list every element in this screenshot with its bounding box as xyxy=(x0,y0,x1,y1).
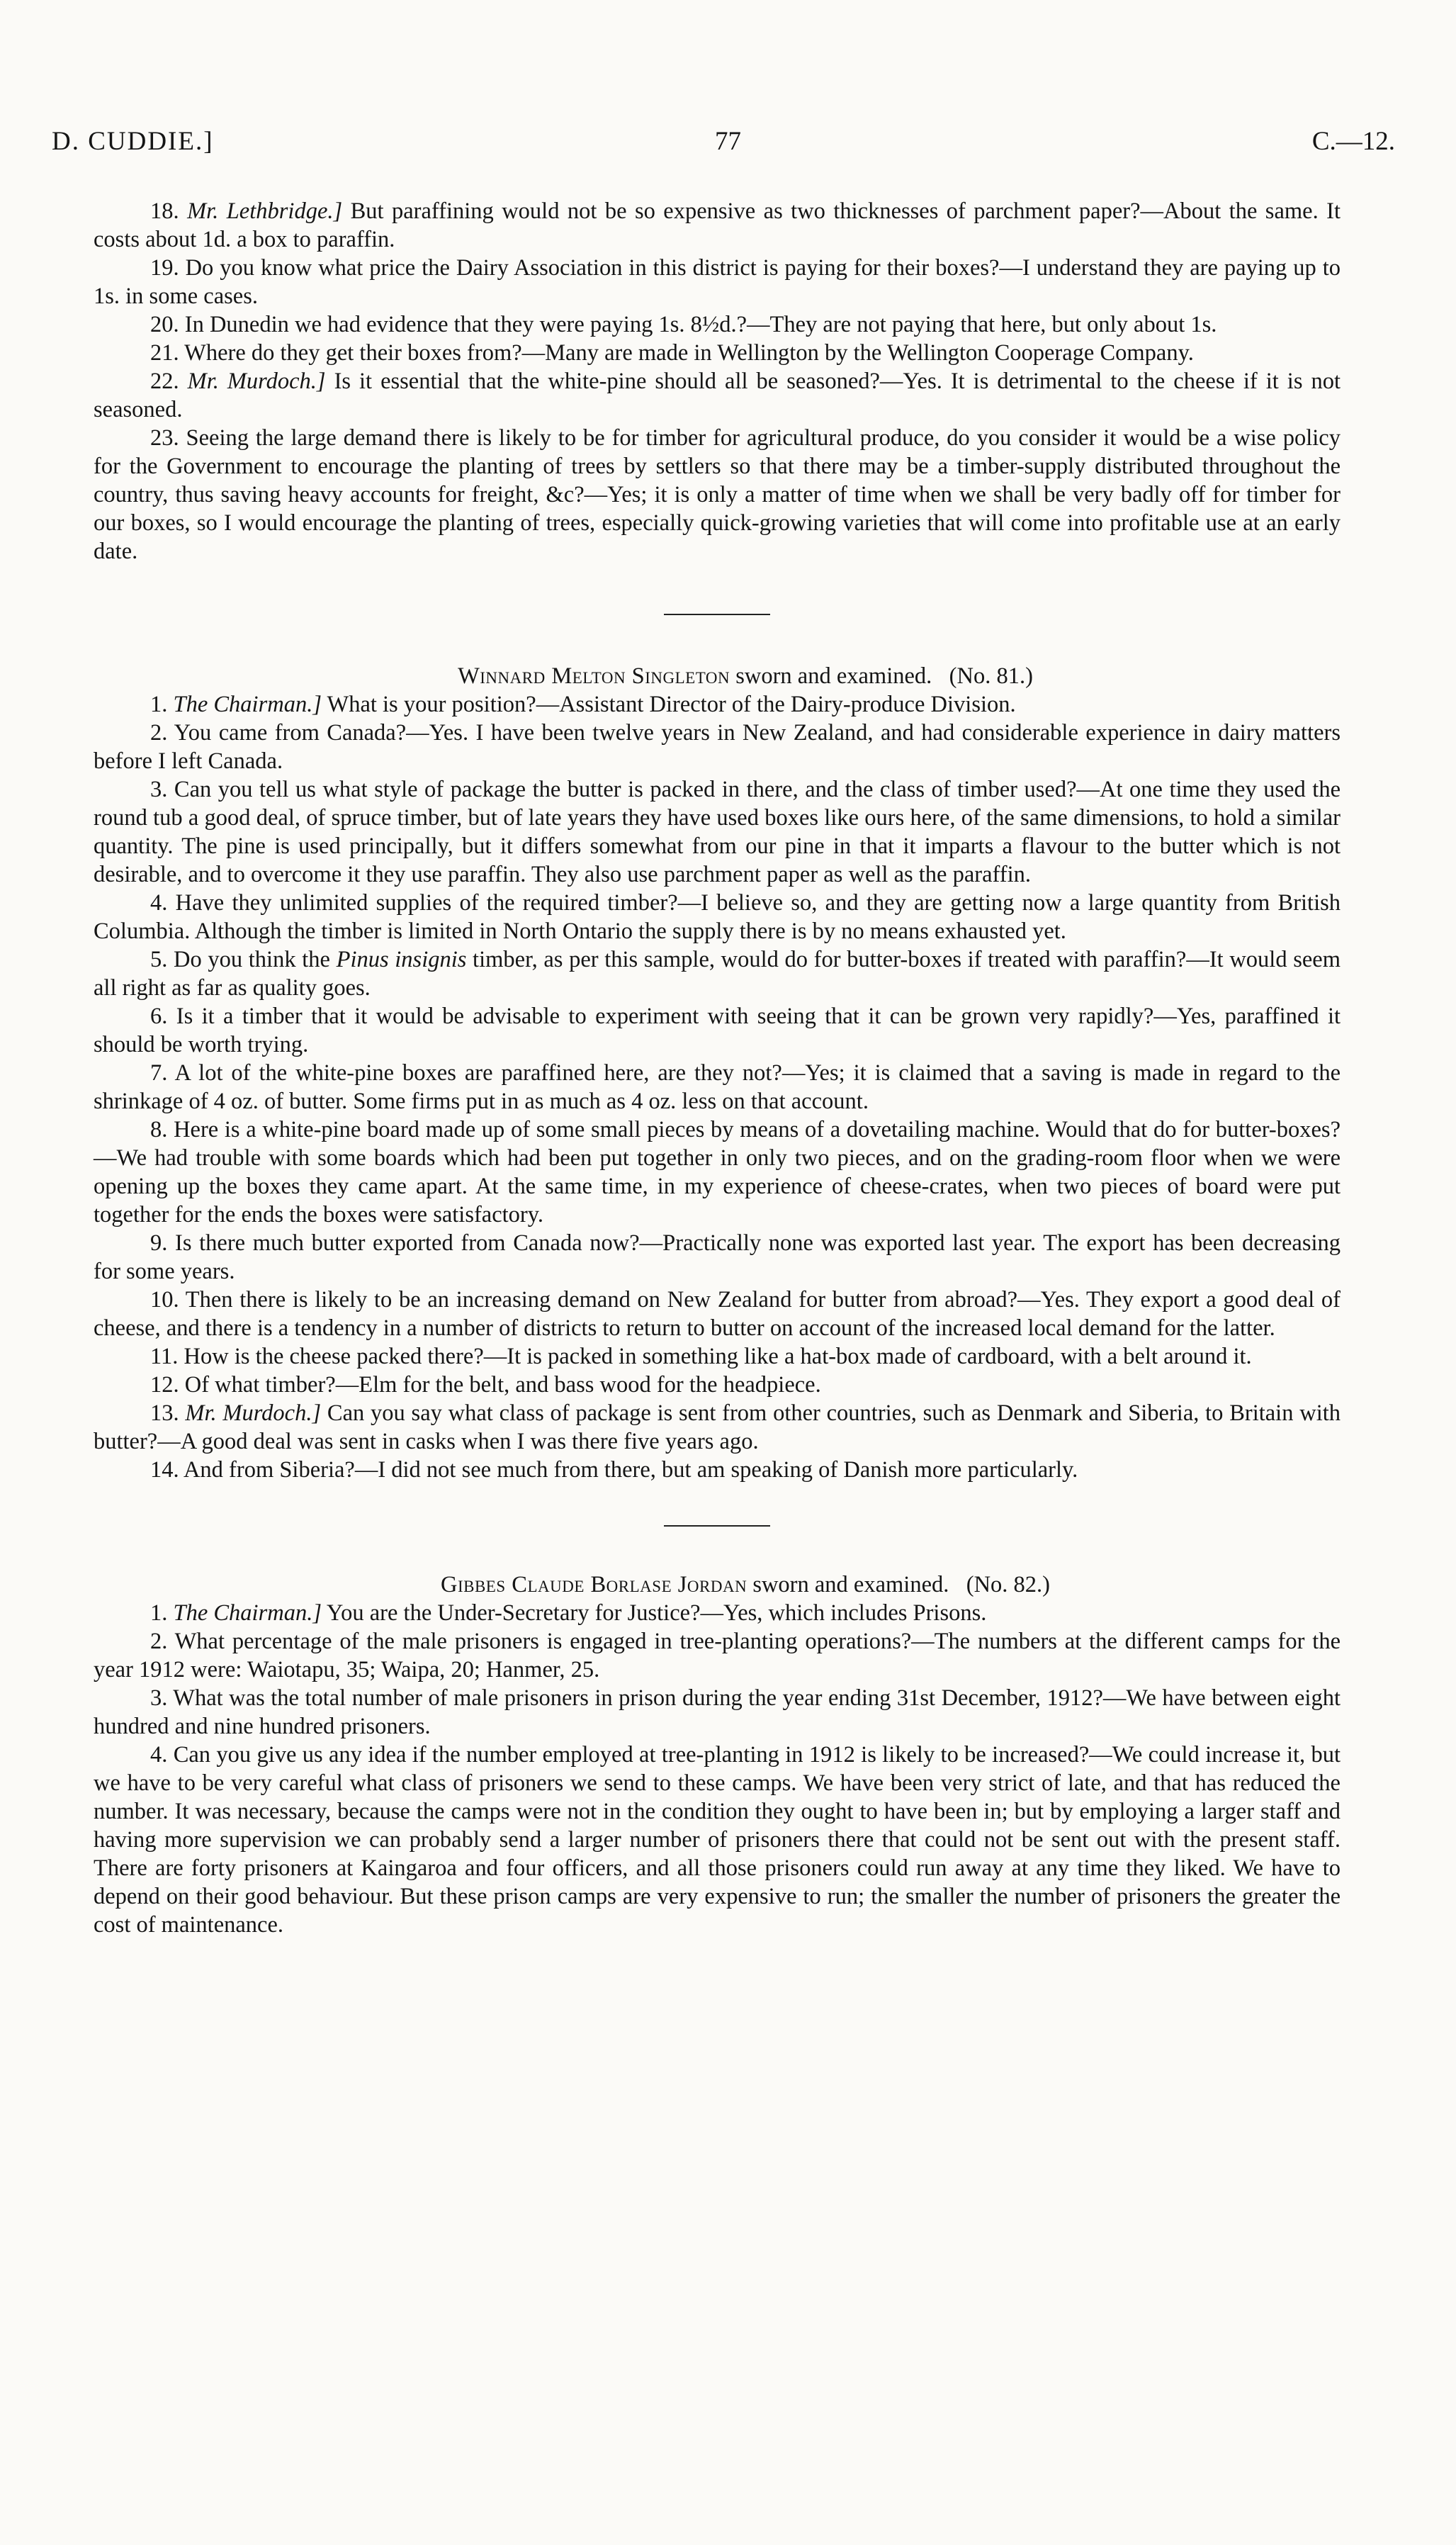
speaker: Mr. Murdoch.] xyxy=(185,1400,322,1426)
speaker: Mr. Murdoch.] xyxy=(187,369,326,394)
question-paragraph: 22. Mr. Murdoch.] Is it essential that the white-pine should all be seasoned?—Yes. It is detrimental to the cheese if it is not seasoned. xyxy=(94,369,1341,422)
speaker: The Chairman.] xyxy=(173,1600,322,1626)
question-paragraph: 3. What was the total number of male prisoners in prison during the year ending 31st December, 1912?—We have between eight hundred and nine hundred prisoners. xyxy=(94,1685,1341,1739)
page-body xyxy=(94,197,1341,1939)
page-number: 77 xyxy=(715,127,741,156)
question-paragraph: 6. Is it a timber that it would be advisable to experiment with seeing that it can be grown very rapidly?—Yes, paraffined it should be worth trying. xyxy=(94,1004,1341,1057)
section-jordan xyxy=(94,1571,1341,1939)
speaker: Mr. Lethbridge.] xyxy=(187,198,343,224)
header-witness-name: D. CUDDIE.] xyxy=(52,127,214,156)
page-header xyxy=(48,126,1408,169)
question-paragraph: 4. Have they unlimited supplies of the required timber?—I believe so, and they are getting now a large quantity from British Columbia. Although the timber is limited in North Ontario the supply there is by no means exhausted yet. xyxy=(94,890,1341,944)
section-singleton xyxy=(94,662,1341,1484)
question-paragraph: 18. Mr. Lethbridge.] But paraffining would not be so expensive as two thicknesses of parchment paper?—About the same. It costs about 1d. a box to paraffin. xyxy=(94,198,1341,252)
question-paragraph: 2. What percentage of the male prisoners is engaged in tree-planting operations?—The numbers at the different camps for the year 1912 were: Waiotapu, 35; Waipa, 20; Hanmer, 25. xyxy=(94,1629,1341,1682)
question-paragraph: 4. Can you give us any idea if the number employed at tree-planting in 1912 is likely to be increased?—We could increase it, but we have to be very careful what class of prisoners we send to these camps. We have been very strict of late, and that has reduced the number. It was necessary, because the camps were not in the condition they ought to have been in; but by employing a larger staff and having more supervision we can probably send a larger number of prisoners there that could not be sent out with the present staff. There are forty prisoners at Kaingaroa and four officers, and all those prisoners could run away at any time they liked. We have to depend on their good behaviour. But these prison camps are very expensive to run; the smaller the number of prisoners the greater the cost of maintenance. xyxy=(94,1742,1341,1938)
witness-name: Gibbes Claude Borlase Jordan xyxy=(440,1572,747,1597)
question-paragraph: 7. A lot of the white-pine boxes are paraffined here, are they not?—Yes; it is claimed that a saving is made in regard to the shrinkage of 4 oz. of butter. Some firms put in as much as 4 oz. less on that account. xyxy=(94,1060,1341,1114)
question-paragraph: 11. How is the cheese packed there?—It is packed in something like a hat-box made of cardboard, with a belt around it. xyxy=(150,1344,1252,1369)
section-divider xyxy=(664,1525,770,1527)
section-divider xyxy=(664,614,770,615)
question-paragraph: 1. The Chairman.] What is your position?—Assistant Director of the Dairy-produce Division. xyxy=(150,692,1016,717)
question-paragraph: 19. Do you know what price the Dairy Association in this district is paying for their boxes?—I understand they are paying up to 1s. in some cases. xyxy=(94,255,1341,309)
speaker: The Chairman.] xyxy=(173,692,322,717)
question-paragraph: 5. Do you think the Pinus insignis timber, as per this sample, would do for butter-boxes if treated with paraffin?—It would seem all right as far as quality goes. xyxy=(94,947,1341,1001)
witness-number: (No. 81.) xyxy=(949,663,1033,689)
question-paragraph: 9. Is there much butter exported from Canada now?—Practically none was exported last year. The export has been decreasing for some years. xyxy=(94,1230,1341,1284)
question-paragraph: 1. The Chairman.] You are the Under-Secretary for Justice?—Yes, which includes Prisons. xyxy=(150,1600,987,1626)
question-paragraph: 13. Mr. Murdoch.] Can you say what class of package is sent from other countries, such as Denmark and Siberia, to Britain with butter?—A good deal was sent in casks when I was there five years ago. xyxy=(94,1400,1341,1454)
question-paragraph: 8. Here is a white-pine board made up of some small pieces by means of a dovetailing machine. Would that do for butter-boxes?—We had trouble with some boards which had been put together in only two pieces, and on the grading-room floor when we were opening up the boxes they came apart. At the same time, in my experience of cheese-crates, when two pieces of board were put together for the ends the boxes were satisfactory. xyxy=(94,1117,1341,1227)
witness-number: (No. 82.) xyxy=(966,1572,1051,1597)
species-name: Pinus insignis xyxy=(336,947,467,972)
document-reference: C.—12. xyxy=(1311,127,1395,156)
question-paragraph: 12. Of what timber?—Elm for the belt, and bass wood for the headpiece. xyxy=(150,1372,821,1398)
witness-heading: Winnard Melton Singleton sworn and examined. (No. 81.) xyxy=(458,663,1033,689)
question-paragraph: 21. Where do they get their boxes from?—Many are made in Wellington by the Wellington Cooperage Company. xyxy=(150,340,1194,366)
witness-heading: Gibbes Claude Borlase Jordan sworn and examined. (No. 82.) xyxy=(440,1572,1051,1597)
question-paragraph: 10. Then there is likely to be an increasing demand on New Zealand for butter from abroad?—Yes. They export a good deal of cheese, and there is a tendency in a number of districts to return to butter on account of the increased local demand for the latter. xyxy=(94,1287,1341,1341)
question-paragraph: 14. And from Siberia?—I did not see much from there, but am speaking of Danish more particularly. xyxy=(150,1457,1078,1483)
question-paragraph: 20. In Dunedin we had evidence that they were paying 1s. 8½d.?—They are not paying that here, but only about 1s. xyxy=(150,312,1217,337)
question-paragraph: 23. Seeing the large demand there is likely to be for timber for agricultural produce, do you consider it would be a wise policy for the Government to encourage the planting of trees by settlers so that there may be a timber-supply distributed throughout the country, thus saving heavy accounts for freight, &c?—Yes; it is only a matter of time when we shall be very badly off for timber for our boxes, so I would encourage the planting of trees, especially quick-growing varieties that will come into profitable use at an early date. xyxy=(94,425,1341,564)
question-paragraph: 3. Can you tell us what style of package the butter is packed in there, and the class of timber used?—At one time they used the round tub a good deal, of spruce timber, but of late years they have used boxes like ours here, of the same dimensions, to hold a similar quantity. The pine is used principally, but it differs somewhat from our pine in that it imparts a flavour to the butter which is not desirable, and to overcome it they use paraffin. They also use parchment paper as well as the paraffin. xyxy=(94,777,1341,887)
section-cuddie-continued xyxy=(94,197,1341,566)
question-paragraph: 2. You came from Canada?—Yes. I have been twelve years in New Zealand, and had considerable experience in dairy matters before I left Canada. xyxy=(94,720,1341,774)
witness-name: Winnard Melton Singleton xyxy=(458,663,730,689)
